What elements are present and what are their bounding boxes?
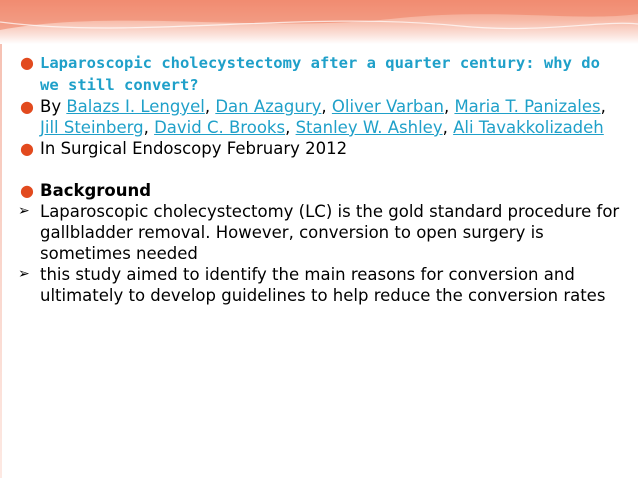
authors-item: ● By Balazs I. Lengyel, Dan Azagury, Oliver Varban, Maria T. Panizales, Jill Steinberg, David C. Brooks, Stanley W. Ashley, Ali Tavakkolizadeh — [20, 97, 606, 137]
header-wave-graphic — [0, 0, 638, 44]
background-heading-item — [20, 180, 620, 201]
background-point-text: this study aimed to identify the main reasons for conversion and ultimately to develop guidelines to help reduce the conversion rates — [40, 265, 606, 305]
author-link[interactable]: Dan Azagury — [215, 97, 322, 116]
background-point — [20, 264, 620, 306]
citation-title-item — [20, 52, 620, 96]
slide-content — [20, 52, 620, 306]
orange-dot-bullet-icon: ● — [20, 97, 34, 116]
background-point-text: Laparoscopic cholecystectomy (LC) is the gold standard procedure for gallbladder removal. However, conversion to open surgery is sometimes needed — [40, 202, 620, 263]
arrow-bullet-icon: ➢ — [18, 266, 30, 282]
orange-dot-bullet-icon: ● — [20, 139, 34, 158]
author-link[interactable]: Balazs I. Lengyel — [66, 97, 205, 116]
author-link[interactable]: David C. Brooks — [154, 118, 286, 137]
author-link[interactable]: Jill Steinberg — [40, 118, 144, 137]
header-decoration — [0, 0, 638, 44]
left-accent-line — [0, 44, 2, 478]
journal-text: In Surgical Endoscopy February 2012 — [40, 139, 348, 158]
author-link[interactable]: Maria T. Panizales — [454, 97, 601, 116]
background-point — [20, 201, 620, 264]
journal-item — [20, 138, 620, 159]
background-heading: Background — [40, 181, 152, 200]
paper-title: Laparoscopic cholecystectomy after a quarter century: why do we still convert? — [40, 54, 600, 94]
orange-dot-bullet-icon: ● — [20, 53, 34, 72]
author-link[interactable]: Stanley W. Ashley — [295, 118, 443, 137]
arrow-bullet-icon: ➢ — [18, 203, 30, 219]
author-link[interactable]: Ali Tavakkolizadeh — [453, 118, 604, 137]
author-link[interactable]: Oliver Varban — [331, 97, 444, 116]
orange-dot-bullet-icon: ● — [20, 181, 34, 200]
by-label: By — [40, 97, 62, 116]
